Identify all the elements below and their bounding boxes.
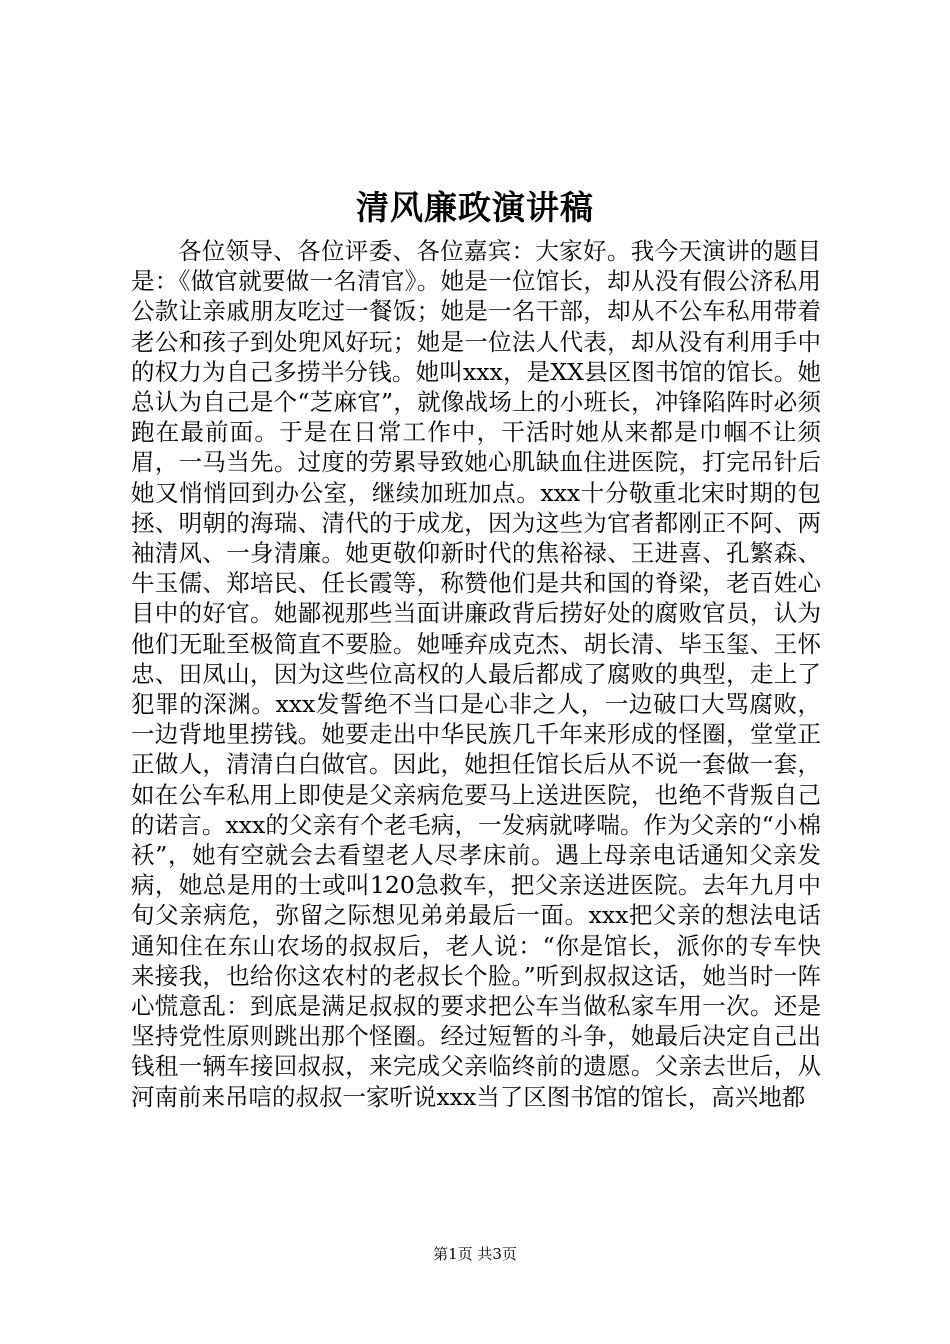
document-title: 清风廉政演讲稿 (356, 188, 594, 227)
body-paragraph: 各位领导、各位评委、各位嘉宾：大家好。我今天演讲的题目是：《做官就要做一名清官》。她是一位馆长，却从没有假公济私用公款让亲戚朋友吃过一餐饭；她是一名干部，却从不公车私用带着老公和孩子到处兜风好玩；她是一位法人代表，却从没有利用手中的权力为自己多捞半分钱。她叫xxx，是XX县区图书馆的馆长。她总认为自己是个“芝麻官”，就像战场上的小班长，冲锋陷阵时必须跑在最前面。于是在日常工作中，干活时她从来都是巾帼不让须眉，一马当先。过度的劳累导致她心肌缺血住进医院，打完吊针后她又悄悄回到办公室，继续加班加点。xxx十分敬重北宋时期的包拯、明朝的海瑞、清代的于成龙，因为这些为官者都刚正不阿、两袖清风、一身清廉。她更敬仰新时代的焦裕禄、王进喜、孔繁森、牛玉儒、郑培民、任长霞等，称赞他们是共和国的脊梁，老百姓心目中的好官。她鄙视那些当面讲廉政背后捞好处的腐败官员，认为他们无耻至极简直不要脸。她唾弃成克杰、胡长清、毕玉玺、王怀忠、田凤山，因为这些位高权的人最后都成了腐败的典型，走上了犯罪的深渊。xxx发誓绝不当口是心非之人，一边破口大骂腐败，一边背地里捞钱。她要走出中华民族几千年来形成的怪圈，堂堂正正做人，清清白白做官。因此，她担任馆长后从不说一套做一套，如在公车私用上即使是父亲病危要马上送进医院，也绝不背叛自己的诺言。xxx的父亲有个老毛病，一发病就哮喘。作为父亲的“小棉袄”，她有空就会去看望老人尽孝床前。遇上母亲电话通知父亲发病，她总是用的士或叫120急救车，把父亲送进医院。去年九月中旬父亲病危，弥留之际想见弟弟最后一面。xxx把父亲的想法电话通知住在东山农场的叔叔后，老人说：“你是馆长，派你的专车快来接我，也给你这农村的老叔长个脸。”听到叔叔这话，她当时一阵心慌意乱：到底是满足叔叔的要求把公车当做私家车用一次。还是坚持党性原则跳出那个怪圈。经过短暂的斗争，她最后决定自己出钱租一辆车接回叔叔，来完成父亲临终前的遗愿。父亲去世后，从河南前来吊唁的叔叔一家听说xxx当了区图书馆的馆长，高兴地都 (131, 237, 821, 1111)
page-number: 第1页 共3页 (433, 1245, 517, 1263)
